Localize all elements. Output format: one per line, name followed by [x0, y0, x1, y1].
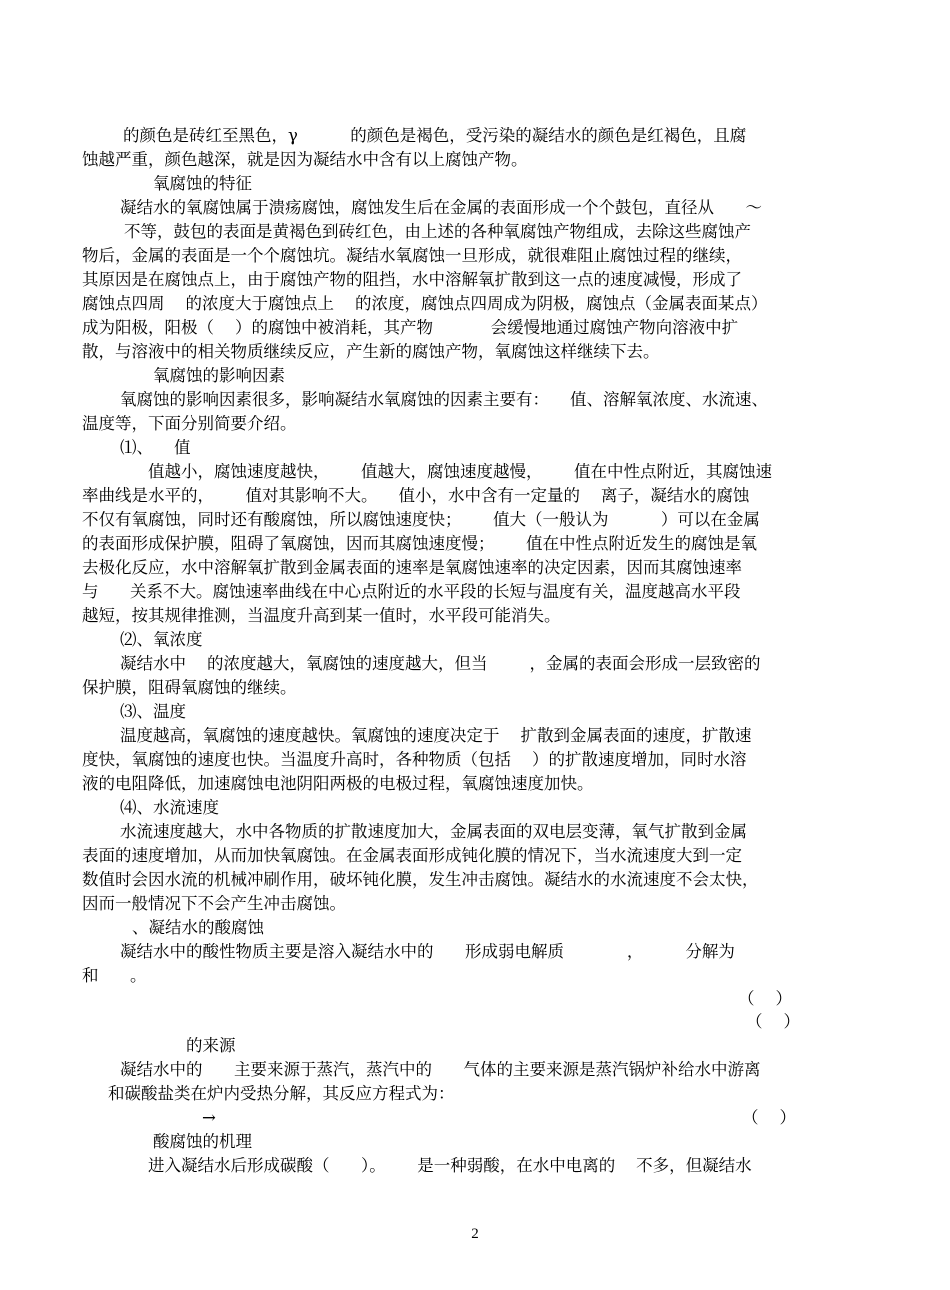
text-line: 凝结水的氧腐蚀属于溃疡腐蚀，腐蚀发生后在金属的表面形成一个个鼓包，直径从 ～	[120, 198, 762, 217]
text-line: 与 关系不大。腐蚀速率曲线在中心点附近的水平段的长短与温度有关，温度越高水平段	[82, 582, 741, 601]
text-line: 的颜色是砖红至黑色，γ 的颜色是褐色，受污染的凝结水的颜色是红褐色，且腐	[123, 126, 747, 145]
text-line: 温度等，下面分别简要介绍。	[82, 414, 297, 433]
text-line: →	[202, 1108, 216, 1127]
text-line: 水流速度越大，水中各物质的扩散速度加大，金属表面的双电层变薄，氧气扩散到金属	[120, 822, 747, 841]
text-line: （ ）	[746, 1012, 800, 1031]
page-number: 2	[471, 1226, 479, 1242]
text-line: 去极化反应，水中溶解氧扩散到金属表面的速率是氧腐蚀速率的决定因素，因而其腐蚀速率	[82, 558, 742, 577]
text-line: 氧腐蚀的影响因素	[153, 366, 285, 385]
text-line: （ ）	[738, 989, 792, 1008]
text-line: 不仅有氧腐蚀，同时还有酸腐蚀，所以腐蚀速度快； 值大（一般认为 ）可以在金属	[82, 510, 760, 529]
text-line: 其原因是在腐蚀点上，由于腐蚀产物的阻挡，水中溶解氧扩散到这一点的速度减慢，形成了	[82, 270, 742, 289]
text-line: 的表面形成保护膜，阻碍了氧腐蚀，因而其腐蚀速度慢； 值在中性点附近发生的腐蚀是氧	[82, 534, 757, 553]
text-line: ⑷、水流速度	[120, 798, 219, 817]
text-line: 温度越高，氧腐蚀的速度越快。氧腐蚀的速度决定于 扩散到金属表面的速度，扩散速	[120, 726, 752, 745]
text-line: 数值时会因水流的机械冲刷作用，破坏钝化膜，发生冲击腐蚀。凝结水的水流速度不会太快，	[82, 870, 759, 889]
text-line: 成为阳极，阳极（ ）的腐蚀中被消耗，其产物 会缓慢地通过腐蚀产物向溶液中扩	[82, 318, 739, 337]
text-line: 不等，鼓包的表面是黄褐色到砖红色，由上述的各种氧腐蚀产物组成，去除这些腐蚀产	[124, 222, 751, 241]
text-line: 和碳酸盐类在炉内受热分解，其反应方程式为：	[108, 1084, 455, 1103]
text-line: 凝结水中的酸性物质主要是溶入凝结水中的 形成弱电解质 ， 分解为	[120, 942, 735, 961]
text-line: 酸腐蚀的机理	[153, 1132, 252, 1151]
text-line: 度快，氧腐蚀的速度也快。当温度升高时，各种物质（包括 ）的扩散速度增加，同时水溶	[82, 750, 747, 769]
text-line: 值越小，腐蚀速度越快， 值越大，腐蚀速度越慢， 值在中性点附近，其腐蚀速	[148, 462, 772, 481]
text-line: 率曲线是水平的， 值对其影响不大。 值小，水中含有一定量的 离子，凝结水的腐蚀	[82, 486, 750, 505]
text-line: 因而一般情况下不会产生冲击腐蚀。	[82, 894, 346, 913]
text-line: ⑶、温度	[120, 702, 186, 721]
text-line: （ ）	[742, 1108, 796, 1127]
text-line: 凝结水中的 主要来源于蒸汽，蒸汽中的 气体的主要来源是蒸汽锅炉补给水中游离	[120, 1060, 761, 1079]
text-line: 蚀越严重，颜色越深，就是因为凝结水中含有以上腐蚀产物。	[82, 150, 528, 169]
text-line: 、凝结水的酸腐蚀	[132, 918, 264, 937]
text-line: 保护膜，阻碍氧腐蚀的继续。	[82, 678, 297, 697]
text-line: 进入凝结水后形成碳酸（ ）。 是一种弱酸，在水中电离的 不多，但凝结水	[148, 1156, 752, 1175]
text-line: 液的电阻降低，加速腐蚀电池阴阳两极的电极过程，氧腐蚀速度加快。	[82, 774, 594, 793]
text-line: ⑵、氧浓度	[120, 630, 203, 649]
text-line: 越短，按其规律推测，当温度升高到某一值时，水平段可能消失。	[82, 606, 561, 625]
text-line: ⑴、 值	[120, 438, 191, 457]
text-line: 腐蚀点四周 的浓度大于腐蚀点上 的浓度，腐蚀点四周成为阴极，腐蚀点（金属表面某点）	[82, 294, 768, 313]
text-line: 和 。	[82, 966, 147, 985]
text-line: 的来源	[186, 1036, 236, 1055]
text-line: 表面的速度增加，从而加快氧腐蚀。在金属表面形成钝化膜的情况下，当水流速度大到一定	[82, 846, 742, 865]
text-line: 氧腐蚀的影响因素很多，影响凝结水氧腐蚀的因素主要有： 值、溶解氧浓度、水流速、	[120, 390, 768, 409]
text-line: 物后，金属的表面是一个个腐蚀坑。凝结水氧腐蚀一旦形成，就很难阻止腐蚀过程的继续，	[82, 246, 742, 265]
text-line: 凝结水中 的浓度越大，氧腐蚀的速度越大，但当 ，金属的表面会形成一层致密的	[120, 654, 761, 673]
text-line: 氧腐蚀的特征	[153, 174, 252, 193]
text-line: 散，与溶液中的相关物质继续反应，产生新的腐蚀产物，氧腐蚀这样继续下去。	[82, 342, 660, 361]
